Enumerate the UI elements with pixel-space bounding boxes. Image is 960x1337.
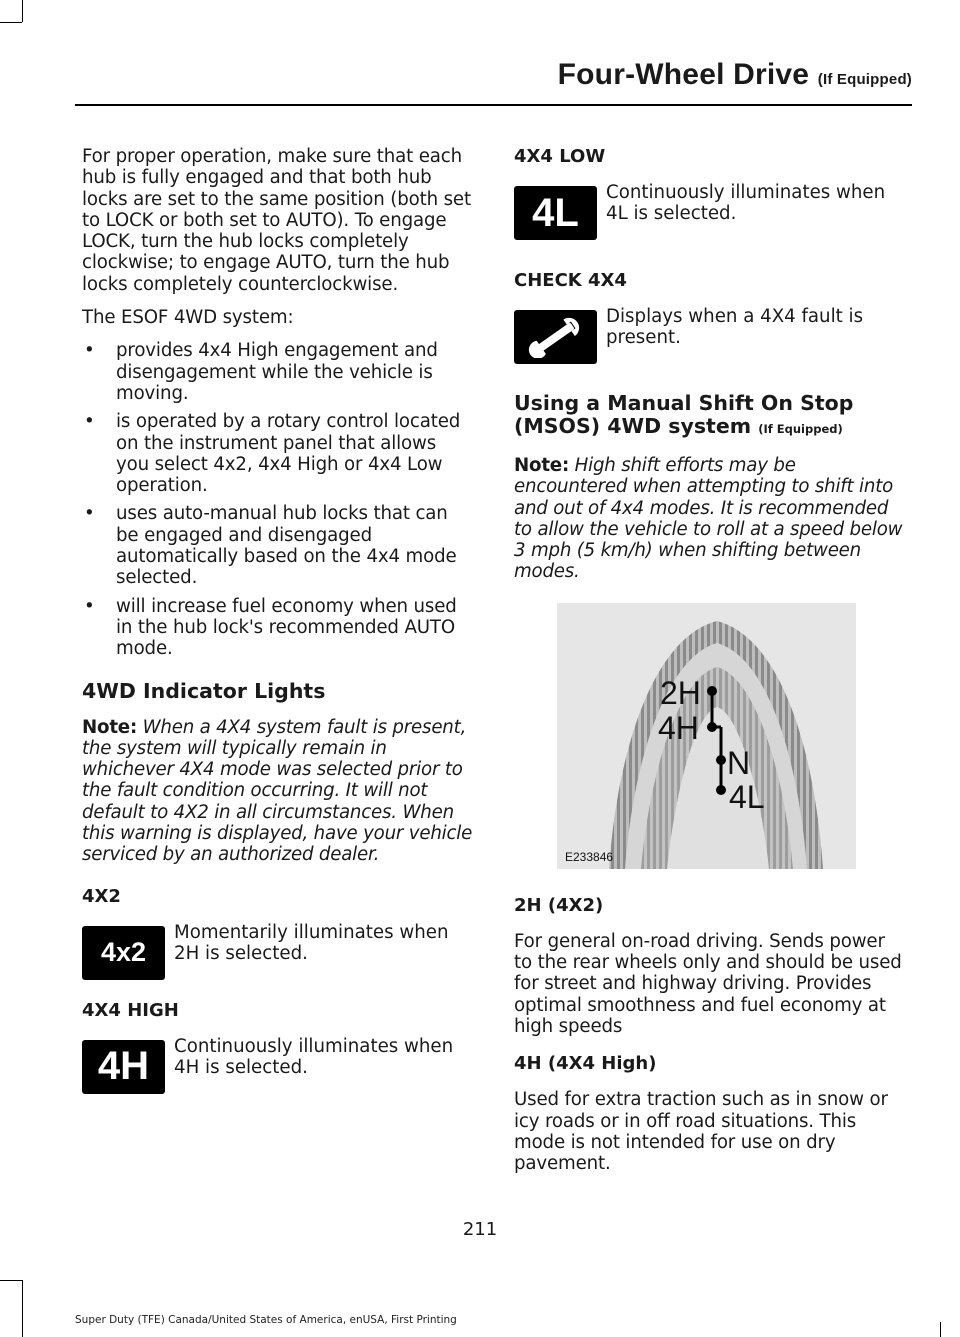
crop-mark [22, 1280, 23, 1337]
left-column [82, 146, 474, 1108]
header-title: Four-Wheel Drive [557, 58, 810, 91]
msos-suffix: (If Equipped) [758, 422, 843, 436]
header-suffix: (If Equipped) [817, 71, 912, 88]
figure-label-4h: 4H [658, 709, 699, 746]
figure-label-2h: 2H [660, 674, 701, 711]
4h-indicator-icon: 4H [82, 1040, 165, 1094]
indicator-4x4-high-description: Continuously illuminates when 4H is selected. [174, 1035, 454, 1078]
figure-label-n: N [727, 744, 751, 781]
indicator-4x2 [82, 922, 474, 980]
bullet-mark: • [84, 595, 95, 617]
crop-mark [0, 1280, 22, 1281]
crop-mark [22, 0, 23, 22]
wrench-icon [514, 310, 597, 364]
bullet-mark: • [84, 411, 95, 433]
mode-4h-text: Used for extra traction such as in snow or icy roads or in off road situations. This mode is not intended for use on dry pavement. [514, 1089, 888, 1175]
indicator-4x2-description: Momentarily illuminates when 2H is selected. [174, 921, 449, 964]
mode-2h-text: For general on-road driving. Sends power to the rear wheels only and should be used for street and highway driving. Provides optimal smoothness and fuel economy at high speeds [514, 930, 902, 1037]
header-rule [75, 104, 912, 106]
esof-bullet-list [82, 340, 474, 659]
4x2-indicator-icon: 4x2 [82, 926, 165, 980]
bullet-mark: • [84, 503, 95, 525]
mode-4h-heading: 4H (4X4 High) [514, 1053, 657, 1075]
shift-point-4l [716, 785, 726, 795]
knob-illustration [557, 603, 856, 869]
4l-indicator-icon: 4L [514, 186, 597, 240]
indicator-4x2-heading: 4X2 [82, 885, 121, 907]
list-item: • provides 4x4 High engagement and disengagement while the vehicle is moving. [84, 340, 438, 404]
shift-point-n [716, 755, 726, 765]
indicator-4x4-low-heading: 4X4 LOW [514, 146, 606, 167]
note-label: Note: [514, 455, 570, 476]
mode-2h-heading: 2H (4X2) [514, 894, 604, 916]
note-label: Note: [82, 716, 138, 738]
bullet-mark: • [84, 340, 95, 362]
crop-mark [0, 22, 22, 23]
list-item: • is operated by a rotary control located on the instrument panel that allows you select 4x2, 4x4 High or 4x4 Low operation. [84, 411, 461, 497]
indicator-check-4x4-heading: CHECK 4X4 [514, 270, 627, 291]
section-title-indicator-lights: 4WD Indicator Lights [82, 678, 326, 703]
shift-point-2h [707, 686, 717, 696]
indicator-4x4-high-heading: 4X4 HIGH [82, 999, 179, 1021]
list-item: • uses auto-manual hub locks that can be engaged and disengaged automatically based on the 4x4 mode selected. [84, 503, 457, 589]
esof-intro: The ESOF 4WD system: [82, 307, 294, 329]
shift-pattern-figure [557, 603, 856, 869]
figure-label-4l: 4L [729, 778, 765, 815]
msos-note [514, 455, 906, 583]
indicator-check-4x4 [514, 306, 906, 364]
note-text: When a 4X4 system fault is present, the system will typically remain in whichever 4X4 mode was selected prior to the fault condition occurring. It will not default to 4X2 in all circumstances. When this warning is displayed, have your vehicle serviced by an authorized dealer. [82, 716, 473, 866]
section-title-msos: Using a Manual Shift On Stop (MSOS) 4WD system (If Equipped) [514, 391, 854, 438]
indicator-check-4x4-description: Displays when a 4X4 fault is present. [606, 306, 864, 349]
figure-code: E233846 [565, 849, 614, 864]
crop-mark [940, 1322, 941, 1337]
page-number: 211 [462, 1219, 498, 1240]
note-text: High shift efforts may be encountered when attempting to shift into and out of 4x4 modes. It is recommended to allow the vehicle to roll at a speed below 3 mph (5 km/h) when shifting between modes. [514, 455, 903, 583]
footer-text: Super Duty (TFE) Canada/United States of America, enUSA, First Printing [75, 1314, 457, 1326]
indicator-4x4-high [82, 1036, 474, 1094]
page-header [0, 58, 912, 92]
fault-note [82, 717, 474, 866]
shift-point-4h [707, 722, 717, 732]
list-item: • will increase fuel economy when used in the hub lock's recommended AUTO mode. [84, 595, 457, 660]
indicator-4x4-low-description: Continuously illuminates when 4L is selected. [606, 182, 886, 225]
hub-locks-paragraph: For proper operation, make sure that each hub is fully engaged and that both hub locks are set to the same position (both set to LOCK or both set to AUTO). To engage LOCK, turn the hub locks completely clockwise; to engage AUTO, turn the hub locks completely counterclockwise. [82, 146, 471, 295]
right-column [514, 146, 906, 1186]
indicator-4x4-low [514, 182, 906, 240]
